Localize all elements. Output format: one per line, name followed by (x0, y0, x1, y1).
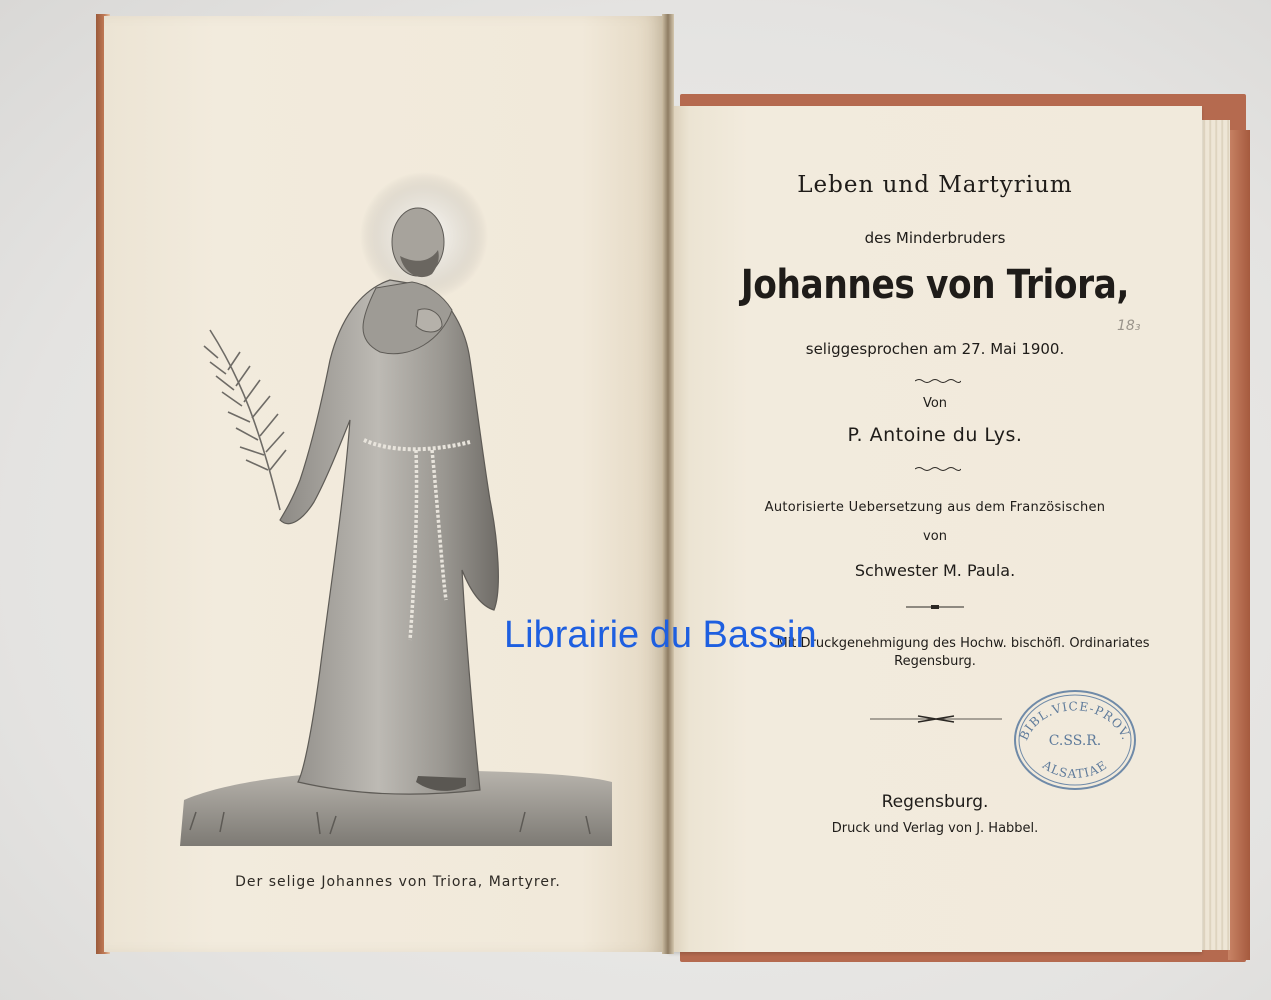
title-line-2: des Minderbruders (864, 229, 1006, 247)
title-line-1: Leben und Martyrium (797, 172, 1073, 198)
author-name: P. Antoine du Lys. (847, 424, 1023, 446)
palm-frond (204, 330, 286, 510)
book-cover-edge (1228, 130, 1250, 960)
ornament-divider (870, 714, 1002, 724)
von-label: von (923, 529, 947, 544)
translator-name: Schwester M. Paula. (854, 561, 1016, 580)
ornament-rule (906, 604, 964, 610)
robe (280, 280, 498, 794)
publisher: Druck und Verlag von J. Habbel. (831, 821, 1039, 836)
watermark: Librairie du Bassin (504, 614, 817, 656)
beatification-date: seliggesprochen am 27. Mai 1900. (805, 340, 1065, 358)
svg-text:ALSATIAE (1039, 757, 1110, 781)
pencil-annotation: 18₃ (1117, 318, 1141, 334)
translation-note: Autorisierte Uebersetzung aus dem Französischen (764, 500, 1106, 515)
library-stamp (1012, 688, 1138, 792)
ornament-rule (915, 466, 961, 472)
stamp-middle-text: C.SS.R. (1048, 733, 1102, 749)
approval-line-2: Regensburg. (894, 654, 976, 669)
stamp-bottom-text: ALSATIAE (1040, 757, 1110, 782)
by-label: Von (922, 396, 948, 411)
approval-line-1: Mit Druckgenehmigung des Hochw. bischöfl. Ordinariates (776, 636, 1150, 651)
stamp-top-text: BIBL.VICE-PROV. (1016, 699, 1134, 743)
book-title: Johannes von Triora, (740, 262, 1130, 308)
book-gutter (662, 14, 674, 954)
place-of-publication: Regensburg. (881, 792, 989, 812)
frontispiece-illustration (180, 170, 616, 848)
frontispiece-caption: Der selige Johannes von Triora, Martyrer. (235, 874, 561, 890)
ornament-rule (915, 378, 961, 384)
